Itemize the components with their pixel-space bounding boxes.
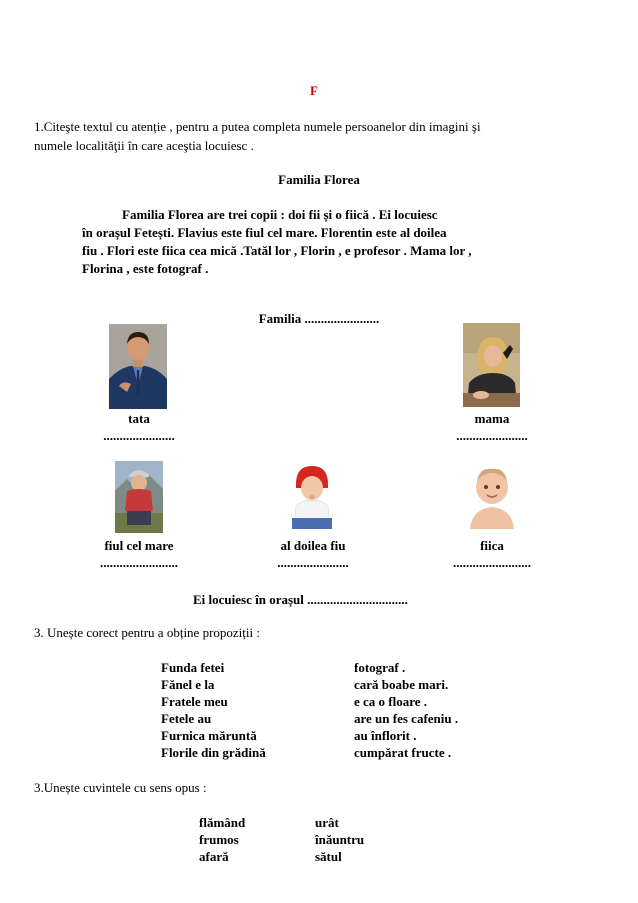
member-name-blank: ........................ — [100, 555, 178, 570]
sentence-start: Funda fetei — [161, 660, 225, 675]
sentence-end: e ca o floare . — [354, 694, 428, 709]
member-role-label: fiica — [480, 538, 504, 553]
member-role-label: fiul cel mare — [104, 538, 174, 553]
member-name-blank: ........................ — [453, 555, 531, 570]
sentence-start: Florile din grădină — [161, 745, 266, 760]
sentence-end: are un fes cafeniu . — [354, 711, 459, 726]
word-left: afară — [199, 849, 229, 864]
family-name-blank: Familia ....................... — [258, 311, 380, 326]
member-name-blank: ...................... — [103, 428, 175, 443]
story-line: Florina , este fotograf . — [82, 261, 209, 276]
sentence-start: Fratele meu — [161, 694, 228, 709]
daughter-photo — [468, 463, 516, 529]
exercise2-instruction: 3. Unește corect pentru a obține propoziții : — [34, 625, 260, 640]
story-line: Familia Florea are trei copii : doi fii și o fiică . Ei locuiesc — [122, 207, 438, 222]
city-blank: Ei locuiesc în orașul ............................... — [193, 592, 408, 607]
member-name-blank: ...................... — [456, 428, 528, 443]
story-line: în orașul Fetești. Flavius este fiul cel mare. Florentin este al doilea — [82, 225, 447, 240]
father-photo — [109, 324, 167, 409]
word-right: înăuntru — [315, 832, 365, 847]
sentence-start: Fetele au — [161, 711, 212, 726]
word-left: frumos — [199, 832, 239, 847]
sentence-end: fotograf . — [354, 660, 406, 675]
word-left: flămând — [199, 815, 246, 830]
sentence-end: cară boabe mari. — [354, 677, 449, 692]
exercise3-instruction: 3.Unește cuvintele cu sens opus : — [34, 780, 207, 795]
exercise1-instruction-line2: numele localităţii în care aceştia locuiesc . — [34, 138, 254, 153]
story-title: Familia Florea — [278, 172, 360, 187]
second-son-photo — [286, 462, 338, 529]
page-letter: F — [310, 83, 318, 98]
member-role-label: mama — [474, 411, 510, 426]
sentence-end: au înflorit . — [354, 728, 417, 743]
mother-photo — [463, 323, 520, 407]
word-right: urât — [315, 815, 339, 830]
eldest-son-photo — [115, 461, 163, 533]
sentence-start: Fănel e la — [161, 677, 215, 692]
exercise1-instruction-line1: 1.Citeşte textul cu atenție , pentru a putea completa numele persoanelor din imagini şi — [34, 119, 481, 134]
member-name-blank: ...................... — [277, 555, 349, 570]
word-right: sătul — [315, 849, 342, 864]
member-role-label: al doilea fiu — [280, 538, 346, 553]
member-role-label: tata — [128, 411, 150, 426]
sentence-start: Furnica măruntă — [161, 728, 257, 743]
sentence-end: cumpărat fructe . — [354, 745, 452, 760]
story-line: fiu . Flori este fiica cea mică .Tatăl lor , Florin , e profesor . Mama lor , — [82, 243, 472, 258]
